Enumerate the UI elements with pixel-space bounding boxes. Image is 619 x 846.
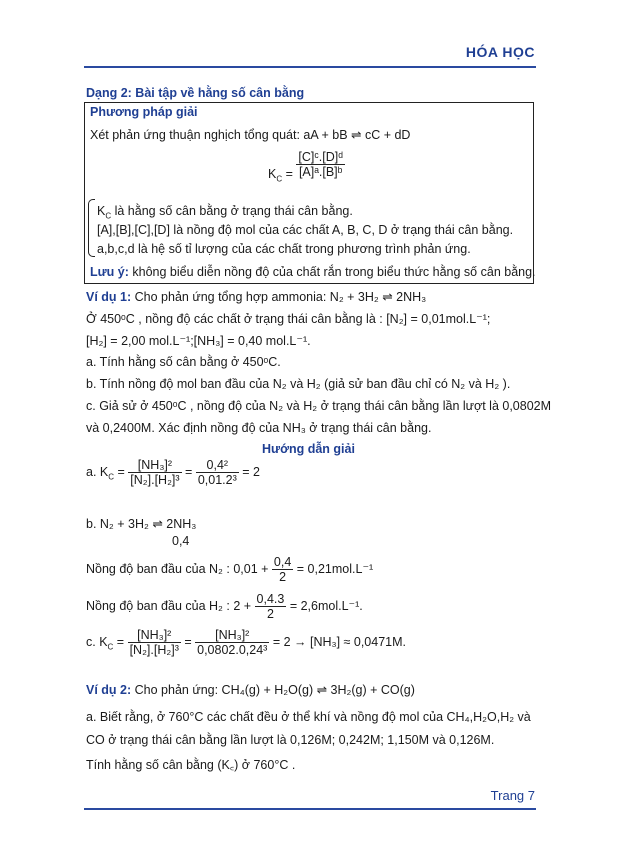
def-kc: $K_C$ là hằng số cân bằng ở trạng thái cân bằng.	[97, 204, 353, 221]
method-note: Lưu ý: không biểu diễn nồng độ của chất rắn trong biểu thức hằng số cân bằng.	[90, 265, 536, 279]
solution-c: c. $K_C$ = $\frac{\text{[NH₃]²}}{\text{[N₂].[H₂]³}}$ = $\frac{\text{[NH₃]²}}{\text{0,0802.0,24³}}$ = 2 → [NH₃] ≈ 0,0471M.	[86, 628, 406, 657]
solution-heading: Hướng dẫn giải	[262, 442, 355, 456]
example1-qb: b. Tính nồng độ mol ban đầu của N₂ và H₂ (giả sử ban đầu chỉ có N₂ và H₂ ).	[86, 377, 511, 391]
example1-title: Ví dụ 1: Cho phản ứng tổng hợp ammonia: N₂ + 3H₂ ⇌ 2NH₃	[86, 290, 427, 304]
def-coef: a,b,c,d là hệ số tỉ lượng của các chất trong phương trình phản ứng.	[97, 242, 471, 256]
solution-a: a. $K_C$ = $\frac{\text{[NH₃]²}}{\text{[N₂].[H₂]³}}$ = $\frac{\text{0,4²}}{\text{0,01.2³}}$ = 2	[86, 458, 260, 487]
footer-rule	[84, 808, 536, 810]
example1-qc2: và 0,2400M. Xác định nồng độ của NH₃ ở trạng thái cân bằng.	[86, 421, 432, 435]
solution-h2: Nồng độ ban đầu của H₂ : 2 + $\frac{0,4.3}{2}$ = 2,6mol.L⁻¹.	[86, 592, 363, 621]
kc-numerator: [C]ᶜ.[D]ᵈ	[298, 150, 343, 164]
example1-qa: a. Tính hằng số cân bằng ở 450ᵒC.	[86, 355, 281, 369]
method-heading: Phương pháp giải	[90, 105, 198, 119]
example2-line1: a. Biết rằng, ở 760°C các chất đều ở thể khí và nồng độ mol của CH₄,H₂O,H₂ và	[86, 710, 531, 724]
kc-formula: $K_C$ = $\frac{\text{[C]ᶜ.[D]ᵈ}}{\text{[A]ᵃ.[B]ᵇ}}$	[268, 150, 343, 184]
page-number: Trang 7	[490, 788, 535, 803]
example2-title: Ví dụ 2: Cho phản ứng: CH₄(g) + H₂O(g) ⇌ 3H₂(g) + CO(g)	[86, 683, 415, 697]
section-title: Dạng 2: Bài tập về hằng số cân bằng	[86, 86, 305, 100]
brace	[88, 199, 95, 257]
header-rule	[84, 66, 536, 68]
example1-line3: [H₂] = 2,00 mol.L⁻¹;[NH₃] = 0,40 mol.L⁻¹.	[86, 334, 311, 348]
example1-line2: Ở 450ᵒC , nồng độ các chất ở trạng thái cân bằng là : [N₂] = 0,01mol.L⁻¹;	[86, 312, 491, 326]
kc-denominator: [A]ᵃ.[B]ᵇ	[298, 165, 343, 179]
example2-line2: CO ở trạng thái cân bằng lần lượt là 0,126M; 0,242M; 1,150M và 0,126M.	[86, 733, 495, 747]
example1-qc1: c. Giả sử ở 450ᵒC , nồng độ của N₂ và H₂ ở trạng thái cân bằng lần lượt là 0,0802M	[86, 399, 552, 413]
example2-line3: Tính hằng số cân bằng (K꜀) ở 760°C .	[86, 758, 296, 772]
header-title: HÓA HỌC	[465, 44, 535, 60]
method-intro: Xét phản ứng thuận nghịch tổng quát: aA + bB ⇌ cC + dD	[90, 128, 411, 142]
solution-b-value: 0,4	[172, 534, 190, 548]
solution-n2: Nồng độ ban đầu của N₂ : 0,01 + $\frac{0,4}{2}$ = 0,21mol.L⁻¹	[86, 555, 374, 584]
solution-b: b. N₂ + 3H₂ ⇌ 2NH₃	[86, 517, 197, 531]
def-conc: [A],[B],[C],[D] là nồng độ mol của các chất A, B, C, D ở trạng thái cân bằng.	[97, 223, 514, 237]
